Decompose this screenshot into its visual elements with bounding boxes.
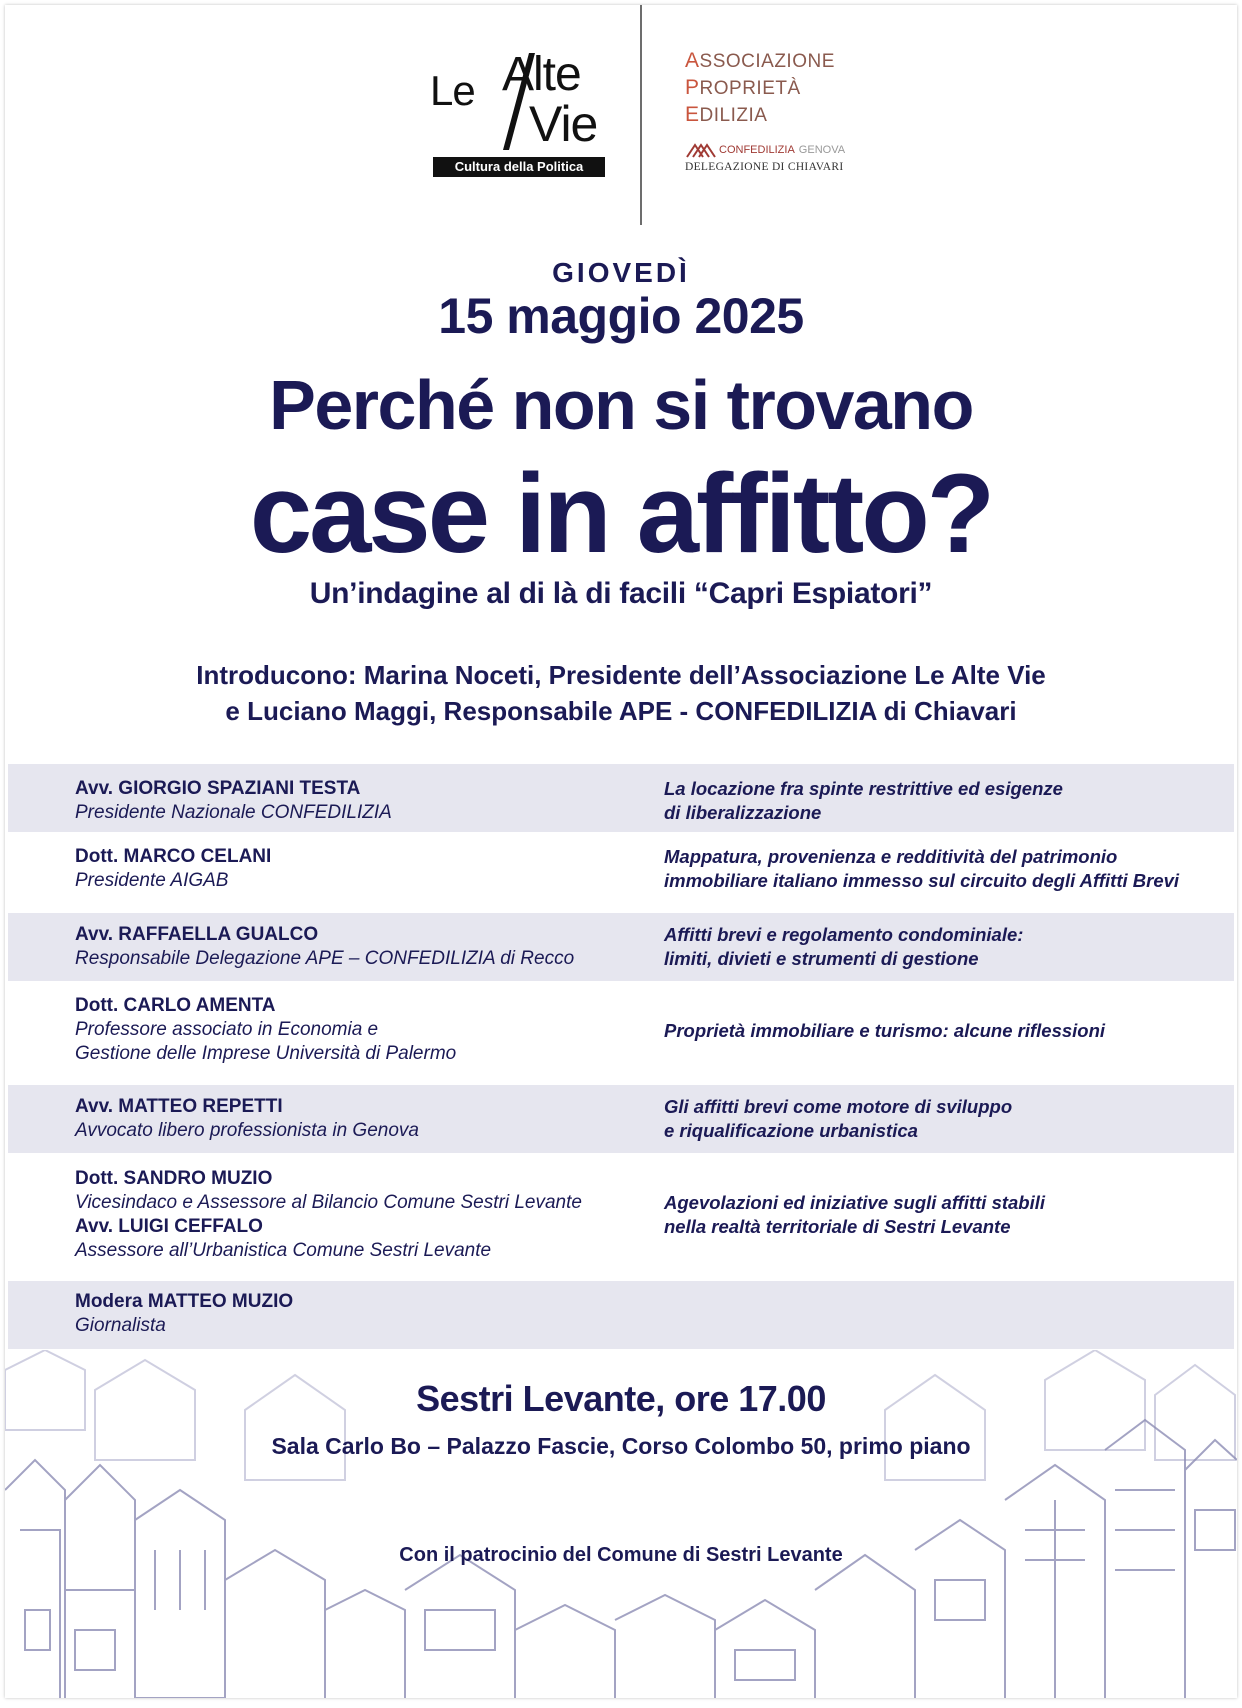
moderator-row <box>8 1281 1234 1349</box>
le-alte-vie-logo <box>425 45 610 180</box>
event-date: 15 maggio 2025 <box>438 288 804 344</box>
confedilizia-city: GENOVA <box>798 144 846 156</box>
topic-line: Agevolazioni ed iniziative sugli affitti stabili <box>664 1192 1046 1213</box>
logo-tagline: Cultura della Politica <box>433 157 605 177</box>
speaker-name: Avv. RAFFAELLA GUALCO <box>75 924 319 945</box>
speaker-info <box>75 845 635 893</box>
event-place-time: Sestri Levante, ore 17.00 <box>416 1378 826 1419</box>
speaker-name-2: Avv. LUIGI CEFFALO <box>75 1216 263 1237</box>
speaker-role: Gestione delle Imprese Università di Palermo <box>75 1043 457 1064</box>
confedilizia-mark <box>685 141 885 159</box>
moderator-role: Giornalista <box>75 1315 166 1336</box>
ape-line-2: PROPRIETÀ <box>685 76 801 99</box>
speaker-topic <box>664 845 1224 893</box>
topic-line: Gli affitti brevi come motore di sviluppo <box>664 1096 1013 1117</box>
title-line-2: case in affitto? <box>249 451 993 576</box>
ape-logo <box>685 48 885 173</box>
topic-line: immobiliare italiano immesso sul circuito degli Affitti Brevi <box>664 870 1180 891</box>
title-line-1: Perché non si trovano <box>269 366 973 444</box>
speaker-role: Professore associato in Economia e <box>75 1019 379 1040</box>
speaker-topic <box>664 923 1224 971</box>
speaker-name: Dott. SANDRO MUZIO <box>75 1168 273 1189</box>
speaker-role: Presidente AIGAB <box>75 870 229 891</box>
event-day: GIOVEDÌ <box>552 257 690 288</box>
event-address: Sala Carlo Bo – Palazzo Fascie, Corso Colombo 50, primo piano <box>271 1433 971 1459</box>
intro-line-1: Introducono: Marina Noceti, Presidente dell’Associazione Le Alte Vie <box>196 660 1046 690</box>
speaker-role: Presidente Nazionale CONFEDILIZIA <box>75 802 392 823</box>
speaker-role: Avvocato libero professionista in Genova <box>75 1120 419 1141</box>
intro-line-2: e Luciano Maggi, Responsabile APE - CONFEDILIZIA di Chiavari <box>225 696 1017 726</box>
subtitle: Un’indagine al di là di facili “Capri Espiatori” <box>309 577 933 610</box>
speaker-topic <box>664 1191 1224 1239</box>
speaker-row <box>8 913 1234 981</box>
speaker-row <box>8 832 1234 913</box>
speaker-role: Vicesindaco e Assessore al Bilancio Comune Sestri Levante <box>75 1192 582 1213</box>
speaker-topic <box>664 1019 1224 1043</box>
topic-line: di liberalizzazione <box>664 802 822 823</box>
logo-word-vie: Vie <box>529 96 598 152</box>
speaker-info <box>75 923 635 971</box>
logo-divider <box>640 5 642 225</box>
speaker-row <box>8 981 1234 1085</box>
topic-line: La locazione fra spinte restrittive ed esigenze <box>664 778 1063 799</box>
speaker-info <box>75 1095 635 1143</box>
speaker-name: Avv. GIORGIO SPAZIANI TESTA <box>75 778 361 799</box>
ape-line-3: EDILIZIA <box>685 103 768 126</box>
patronage-note: Con il patrocinio del Comune di Sestri Levante <box>399 1544 843 1566</box>
ape-line-1: ASSOCIAZIONE <box>685 49 835 72</box>
confedilizia-label: CONFEDILIZIA <box>719 144 795 156</box>
moderator-name: Modera MATTEO MUZIO <box>75 1291 294 1312</box>
topic-line: e riqualificazione urbanistica <box>664 1120 918 1141</box>
speaker-name: Dott. MARCO CELANI <box>75 846 272 867</box>
moderator-info <box>75 1290 635 1338</box>
speaker-row <box>8 1153 1234 1281</box>
speaker-info <box>75 1167 635 1263</box>
topic-line: Proprietà immobiliare e turismo: alcune riflessioni <box>664 1020 1106 1041</box>
speaker-row <box>8 1085 1234 1153</box>
logo-word-le: Le <box>430 67 475 114</box>
logo-word-alte: Alte <box>502 48 581 101</box>
topic-line: Affitti brevi e regolamento condominiale: <box>664 924 1024 945</box>
event-poster <box>5 5 1237 1698</box>
speaker-topic <box>664 777 1224 825</box>
topic-line: nella realtà territoriale di Sestri Levante <box>664 1216 1011 1237</box>
speaker-info <box>75 994 635 1066</box>
speakers-program <box>8 764 1234 1349</box>
topic-line: limiti, divieti e strumenti di gestione <box>664 948 979 969</box>
speaker-role: Responsabile Delegazione APE – CONFEDILIZIA di Recco <box>75 948 575 969</box>
confedilizia-icon <box>685 141 717 159</box>
speaker-role-2: Assessore all’Urbanistica Comune Sestri Levante <box>75 1240 492 1261</box>
speaker-topic <box>664 1095 1224 1143</box>
speaker-name: Avv. MATTEO REPETTI <box>75 1096 283 1117</box>
delegation-label: DELEGAZIONE DI CHIAVARI <box>685 161 844 173</box>
speaker-name: Dott. CARLO AMENTA <box>75 995 276 1016</box>
topic-line: Mappatura, provenienza e redditività del patrimonio <box>664 846 1118 867</box>
speaker-info <box>75 777 635 825</box>
speaker-row <box>8 764 1234 832</box>
